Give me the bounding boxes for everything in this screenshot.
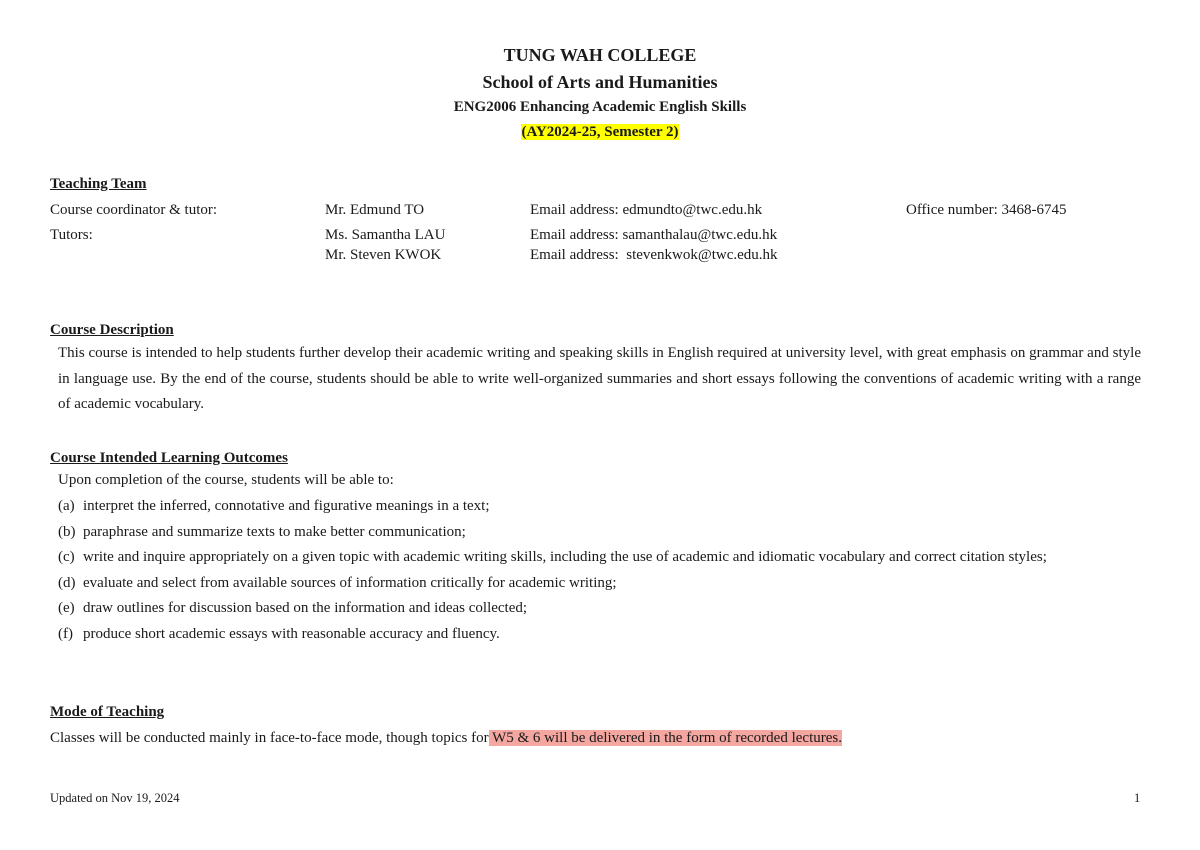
course-title: ENG2006 Enhancing Academic English Skills xyxy=(453,99,747,115)
team-name: Ms. Samantha LAU xyxy=(325,227,446,243)
team-name: Mr. Edmund TO xyxy=(325,202,425,218)
item-label: (c) xyxy=(58,549,75,565)
mode-plain-text: Classes will be conducted mainly in face-to-face mode, though topics for xyxy=(50,730,489,746)
mode-highlight-text: W5 & 6 will be delivered in the form of recorded lectures. xyxy=(488,730,842,746)
team-role: Course coordinator & tutor: xyxy=(50,202,218,218)
team-role: Tutors: xyxy=(50,227,93,243)
list-item xyxy=(58,494,1143,520)
term-label xyxy=(0,124,1200,141)
list-item xyxy=(58,596,1143,622)
team-email: Email address: edmundto@twc.edu.hk xyxy=(530,202,763,218)
updated-date: Updated on Nov 19, 2024 xyxy=(50,791,180,805)
item-text: draw outlines for discussion based on the information and ideas collected; xyxy=(83,600,528,616)
item-text: produce short academic essays with reasonable accuracy and fluency. xyxy=(83,625,500,642)
list-item xyxy=(58,622,1143,648)
description-heading: Course Description xyxy=(50,322,174,338)
item-text: write and inquire appropriately on a given topic with academic writing skills, including the use of academic and idiomatic vocabulary and correct citation styles; xyxy=(83,549,1047,565)
item-label: (d) xyxy=(58,574,76,591)
outcomes-heading: Course Intended Learning Outcomes xyxy=(50,450,288,466)
team-email: Email address: samanthalau@twc.edu.hk xyxy=(530,227,778,243)
team-name: Mr. Steven KWOK xyxy=(325,247,442,263)
term-highlight: (AY2024-25, Semester 2) xyxy=(521,124,679,140)
list-item xyxy=(58,520,1143,546)
list-item xyxy=(58,545,1143,571)
item-text: evaluate and select from available sources of information critically for academic writing; xyxy=(83,574,617,591)
teaching-team-heading: Teaching Team xyxy=(50,176,147,192)
mode-heading: Mode of Teaching xyxy=(50,704,165,720)
item-text: interpret the inferred, connotative and figurative meanings in a text; xyxy=(83,498,490,514)
team-office: Office number: 3468-6745 xyxy=(906,202,1067,218)
item-label: (e) xyxy=(58,600,75,616)
college-name: TUNG WAH COLLEGE xyxy=(503,45,697,65)
team-email: Email address: stevenkwok@twc.edu.hk xyxy=(530,247,778,263)
outcomes-intro: Upon completion of the course, students will be able to: xyxy=(58,472,394,488)
list-item xyxy=(58,571,1143,597)
description-text: This course is intended to help students further develop their academic writing and speaking skills in English required at university level, with great emphasis on grammar and style in language use. By the end of the course, students should be able to write well-organized summaries and short essays following the conventions of academic writing with a range of academic vocabulary. xyxy=(58,345,1141,412)
school-name: School of Arts and Humanities xyxy=(482,72,718,92)
mode-text xyxy=(50,730,842,747)
outcomes-list xyxy=(58,494,1143,647)
page-number: 1 xyxy=(1134,791,1141,805)
item-label: (a) xyxy=(58,498,75,514)
item-label: (f) xyxy=(58,625,73,642)
item-label: (b) xyxy=(58,523,76,540)
item-text: paraphrase and summarize texts to make better communication; xyxy=(83,523,466,540)
